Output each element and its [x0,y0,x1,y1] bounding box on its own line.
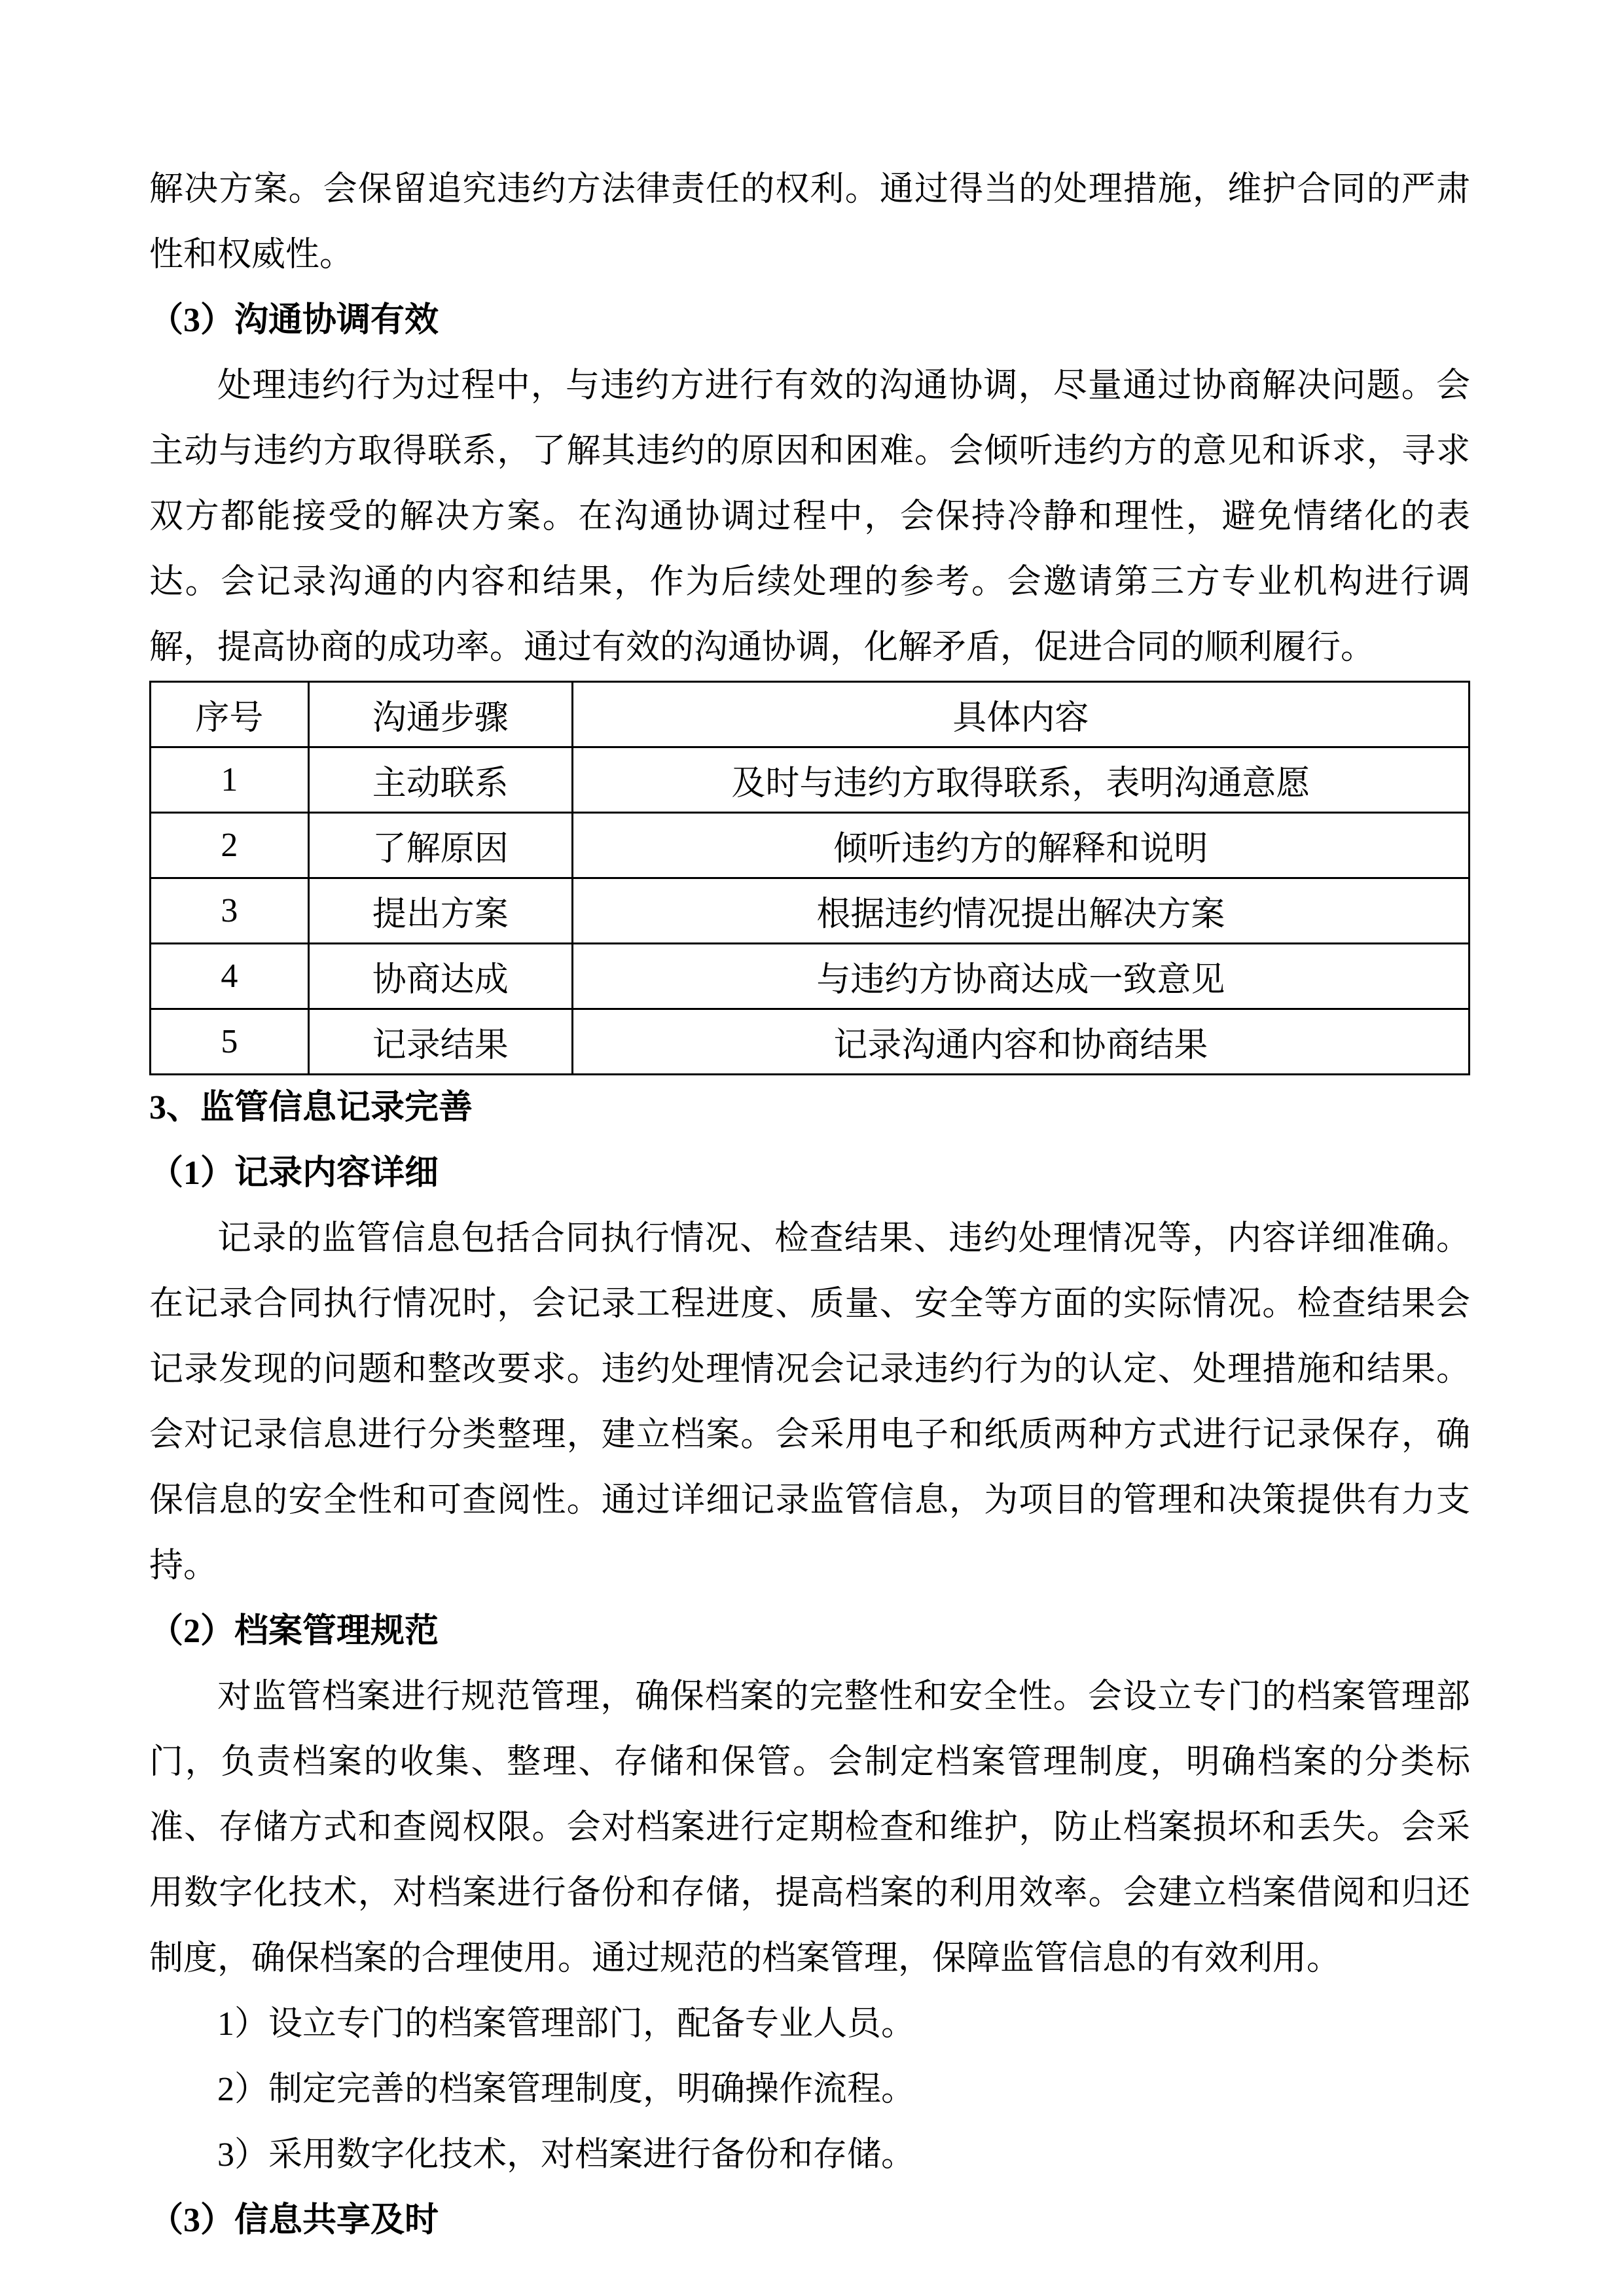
heading-record-detail: （1）记录内容详细 [149,1155,439,1192]
paragraph-archive-management: 对监管档案进行规范管理，确保档案的完整性和安全性。会设立专门的档案管理部门，负责档案的收集、整理、存储和保管。会制定档案管理制度，明确档案的分类标准、存储方式和查阅权限。会对档案进行定期检查和维护，防止档案损坏和丢失。会采用数字化技术，对档案进行备份和存储，提高档案的利用效率。会建立档案借阅和归还制度，确保档案的合理使用。通过规范的档案管理，保障监管信息的有效利用。 [149,1678,1470,1977]
heading-archive-management: （2）档案管理规范 [149,1613,439,1650]
list-item-archive-1: 1）设立专门的档案管理部门，配备专业人员。 [217,2005,916,2043]
table-cell-detail: 根据违约情况提出解决方案 [572,878,1469,944]
table-header-row [151,682,1470,747]
table-row [151,747,1470,813]
paragraph-record-detail: 记录的监管信息包括合同执行情况、检查结果、违约处理情况等，内容详细准确。在记录合同执行情况时，会记录工程进度、质量、安全等方面的实际情况。检查结果会记录发现的问题和整改要求。违约处理情况会记录违约行为的认定、处理措施和结果。会对记录信息进行分类整理，建立档案。会采用电子和纸质两种方式进行记录保存，确保信息的安全性和可查阅性。通过详细记录监管信息，为项目的管理和决策提供有力支持。 [149,1220,1470,1585]
table-row [151,944,1470,1009]
list-item-archive-3: 3）采用数字化技术，对档案进行备份和存储。 [217,2136,916,2174]
heading-communication-coordination: （3）沟通协调有效 [149,302,439,339]
table-cell-detail: 记录沟通内容和协商结果 [572,1009,1469,1075]
table-cell-serial: 4 [151,944,309,1009]
table-row [151,878,1470,944]
table-cell-detail: 及时与违约方取得联系，表明沟通意愿 [572,747,1469,813]
table-cell-step: 主动联系 [308,747,572,813]
table-cell-step: 记录结果 [308,1009,572,1075]
heading-information-sharing: （3）信息共享及时 [149,2202,439,2239]
table-cell-serial: 2 [151,813,309,878]
communication-steps-table [149,681,1470,1075]
table-header-step: 沟通步骤 [308,682,572,747]
table-cell-serial: 3 [151,878,309,944]
paragraph-continuation: 解决方案。会保留追究违约方法律责任的权利。通过得当的处理措施，维护合同的严肃性和权威性。 [149,171,1470,274]
table-cell-step: 提出方案 [308,878,572,944]
table-cell-step: 了解原因 [308,813,572,878]
table-cell-detail: 与违约方协商达成一致意见 [572,944,1469,1009]
list-item-archive-2: 2）制定完善的档案管理制度，明确操作流程。 [217,2071,916,2108]
table-row [151,813,1470,878]
table-cell-serial: 1 [151,747,309,813]
table-header-serial: 序号 [151,682,309,747]
table-row [151,1009,1470,1075]
table-cell-serial: 5 [151,1009,309,1075]
table-cell-step: 协商达成 [308,944,572,1009]
table-cell-detail: 倾听违约方的解释和说明 [572,813,1469,878]
heading-supervision-records: 3、监管信息记录完善 [149,1089,473,1126]
paragraph-communication-coordination: 处理违约行为过程中，与违约方进行有效的沟通协调，尽量通过协商解决问题。会主动与违约方取得联系，了解其违约的原因和困难。会倾听违约方的意见和诉求，寻求双方都能接受的解决方案。在沟通协调过程中，会保持冷静和理性，避免情绪化的表达。会记录沟通的内容和结果，作为后续处理的参考。会邀请第三方专业机构进行调解，提高协商的成功率。通过有效的沟通协调，化解矛盾，促进合同的顺利履行。 [149,367,1470,666]
table-header-detail: 具体内容 [572,682,1469,747]
